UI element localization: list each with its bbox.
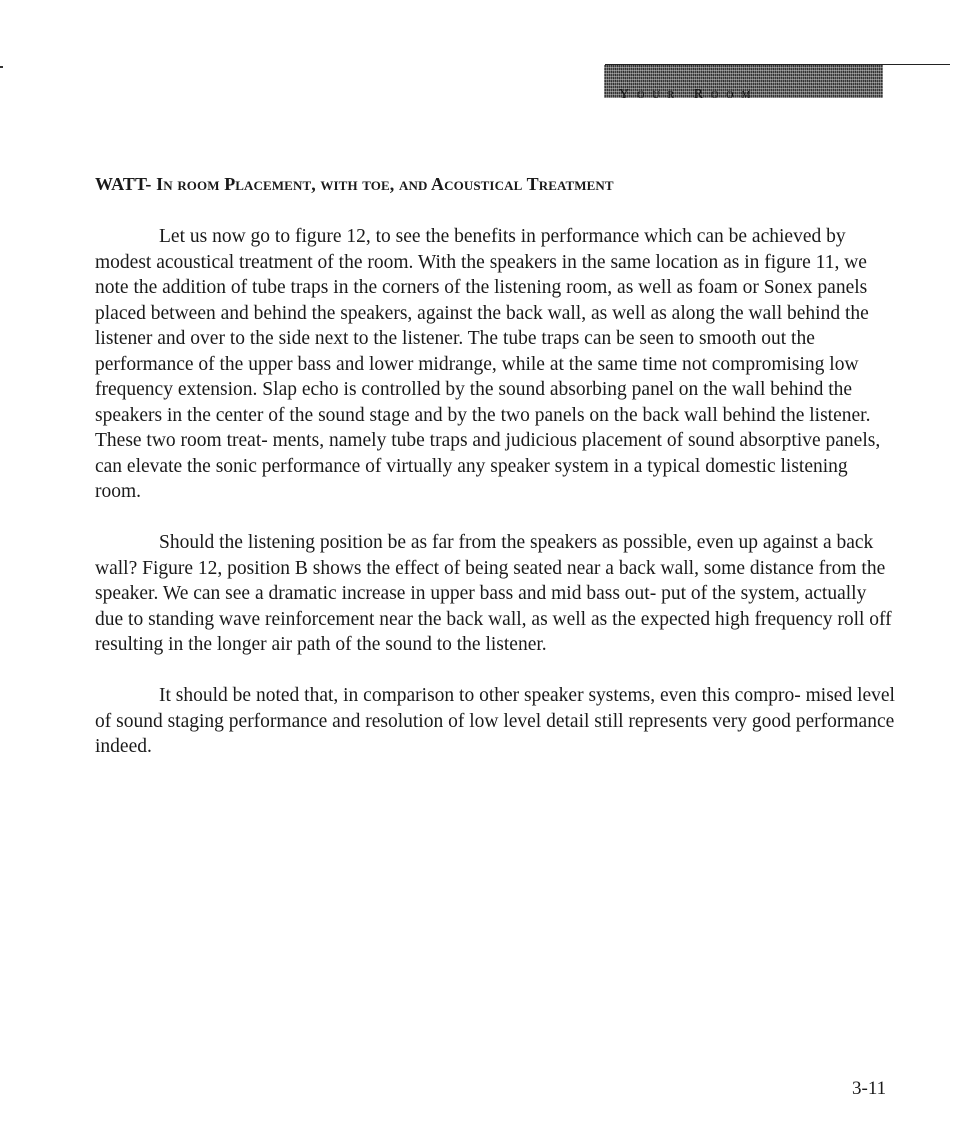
paragraph-line: well as along the wall behind the listener and over to the side next to the listener. The tube <box>95 302 869 349</box>
paragraph-line: a back wall? Figure 12, position B shows the effect of being seated near a back wall, some <box>95 532 874 579</box>
paragraph-comparison <box>95 683 895 760</box>
paragraph-line: stage and by the two panels on the back wall behind the listener. These two room treat- <box>95 404 871 451</box>
running-header-title: Your Room <box>619 88 759 101</box>
edge-mark <box>0 66 3 68</box>
paragraph-line: very good performance indeed. <box>95 710 895 757</box>
paragraph-acoustical-treatment <box>95 224 895 505</box>
paragraph-line: Should the listening position be as far from the speakers as possible, even up against <box>159 532 819 553</box>
paragraph-line: It should be noted that, in comparison to other speaker systems, even this compro- <box>159 685 801 706</box>
page-number: 3-11 <box>852 1078 887 1099</box>
paragraph-line: ments, namely tube traps and judicious placement of sound absorptive panels, can elevate <box>95 430 881 477</box>
paragraph-line: by the sound absorbing panel on the wall behind the speakers in the center of the sound <box>95 379 853 426</box>
paragraph-line: figure 11, we note the addition of tube traps in the corners of the listening room, as well as <box>95 251 867 298</box>
paragraph-line: while at the same time not compromising low frequency extension. Slap echo is controlled <box>95 353 859 400</box>
paragraph-line: Let us now go to figure 12, to see the benefits in performance which can be achieved <box>159 226 822 247</box>
section-heading: WATT- In room Placement, with toe, and Acoustical Treatment <box>95 174 614 194</box>
paragraph-line: foam or Sonex panels placed between and behind the speakers, against the back wall, as <box>95 277 868 324</box>
paragraph-line: traps can be seen to smooth out the performance of the upper bass and lower midrange, <box>95 328 815 375</box>
paragraph-listening-position <box>95 530 895 658</box>
body-text <box>95 224 895 785</box>
paragraph-line: put of the system, actually due to standing wave reinforcement near the back wall, as well <box>95 583 867 630</box>
paragraph-line: mised level of sound staging performance and resolution of low level detail still represents <box>95 685 895 732</box>
paragraph-line: by modest acoustical treatment of the room. With the speakers in the same location as in <box>95 226 846 273</box>
paragraph-line: listener. <box>485 634 547 655</box>
paragraph-line: the sonic performance of virtually any speaker system in a typical domestic listening room. <box>95 455 848 502</box>
paragraph-line: distance from the speaker. We can see a dramatic increase in upper bass and mid bass out- <box>95 557 886 604</box>
paragraph-line: as the expected high frequency roll off resulting in the longer air path of the sound to the <box>95 608 892 655</box>
